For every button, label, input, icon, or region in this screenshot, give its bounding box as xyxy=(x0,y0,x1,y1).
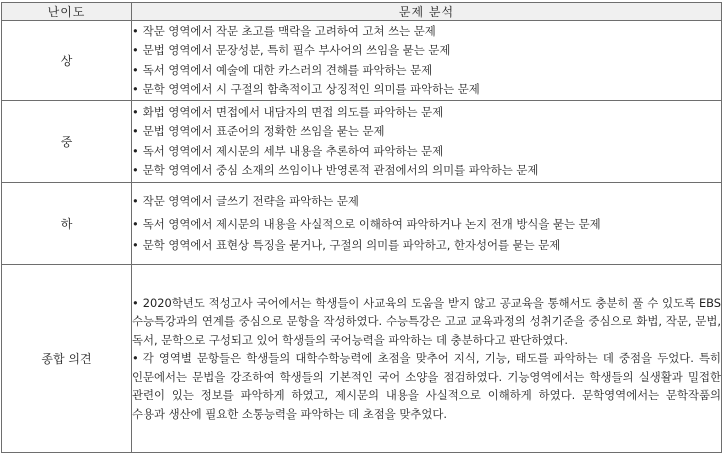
summary-label: 종합 의견 xyxy=(2,265,132,453)
table-row xyxy=(2,265,722,453)
bullet-icon: • xyxy=(132,237,139,252)
bullet-icon: • xyxy=(132,296,139,311)
list-item: • 독서 영역에서 예술에 대한 카스러의 견해를 파악하는 문제 xyxy=(132,62,433,77)
header-analysis: 문제 분석 xyxy=(132,3,722,21)
list-item: • 독서 영역에서 제시문의 세부 내용을 추론하여 파악하는 문제 xyxy=(132,143,444,158)
analysis-cell xyxy=(132,21,722,101)
list-item: • 문학 영역에서 시 구절의 함축적이고 상징적인 의미를 파악하는 문제 xyxy=(132,82,480,96)
table-row xyxy=(2,21,722,101)
bullet-icon: • xyxy=(132,194,139,208)
bullet-icon: • xyxy=(132,163,139,177)
analysis-cell xyxy=(132,101,722,183)
bullet-icon: • xyxy=(132,104,139,119)
list-item: • 문학 영역에서 중심 소재의 쓰임이나 반영론적 관점에서의 의미를 파악하는 문제 xyxy=(132,163,539,177)
analysis-table xyxy=(1,2,722,453)
summary-paragraph: • 각 영역별 문항들은 학생들의 대학수학능력에 초점을 맞추어 지식, 기능, 태도를 파악하는 데 중점을 두었다. 특히 인문에서는 문법을 강조하여 학생들의 기본적인 국어 소양을 점검하였다. 기능영역에서는 학생들의 실생활과 밀접한 관련이 있는 정보를 파악하게 하였고, 제시문의 내용을 사실적으로 이해하게 하였다. 문학영역에서는 문학작품의 수용과 생산에 필요한 소통능력을 파악하는 데 초점을 맞추었다. xyxy=(132,351,721,421)
list-item: • 문법 영역에서 표준어의 정확한 쓰임을 묻는 문제 xyxy=(132,124,385,138)
table-row xyxy=(2,183,722,265)
analysis-cell xyxy=(132,183,722,265)
bullet-icon: • xyxy=(132,82,139,96)
bullet-icon: • xyxy=(132,143,139,158)
table-header-row xyxy=(2,3,722,21)
summary-cell xyxy=(132,265,722,453)
list-item: • 화법 영역에서 면접에서 내담자의 면접 의도를 파악하는 문제 xyxy=(132,104,444,119)
level-low: 하 xyxy=(2,183,132,265)
bullet-icon: • xyxy=(132,62,139,77)
bullet-icon: • xyxy=(132,351,139,366)
bullet-icon: • xyxy=(132,23,139,38)
list-item: • 독서 영역에서 제시문의 내용을 사실적으로 이해하여 파악하거나 논지 전개 방식을 묻는 문제 xyxy=(132,216,601,231)
list-item: • 문법 영역에서 문장성분, 특히 필수 부사어의 쓰임을 묻는 문제 xyxy=(132,43,451,57)
bullet-icon: • xyxy=(132,43,139,57)
summary-paragraph: • 2020학년도 적성고사 국어에서는 학생들이 사교육의 도움을 받지 않고 공교육을 통해서도 충분히 풀 수 있도록 EBS 수능특강과의 연계를 중심으로 문항을 작성하였다. 수능특강은 고교 교육과정의 성취기준을 중심으로 화법, 작문, 문법, 독서, 문학으로 구성되고 있어 학생들의 국어능력을 파악하는 데 충분하다고 판단하였다. xyxy=(132,296,721,347)
header-level: 난이도 xyxy=(2,3,132,21)
list-item: • 작문 영역에서 글쓰기 전략을 파악하는 문제 xyxy=(132,194,359,208)
bullet-icon: • xyxy=(132,216,139,231)
list-item: • 작문 영역에서 작문 초고를 맥락을 고려하여 고쳐 쓰는 문제 xyxy=(132,23,436,38)
level-high: 상 xyxy=(2,21,132,101)
table-row xyxy=(2,101,722,183)
bullet-icon: • xyxy=(132,124,139,138)
list-item: • 문학 영역에서 표현상 특징을 묻거나, 구절의 의미를 파악하고, 한자성어를 묻는 문제 xyxy=(132,237,561,252)
level-mid: 중 xyxy=(2,101,132,183)
